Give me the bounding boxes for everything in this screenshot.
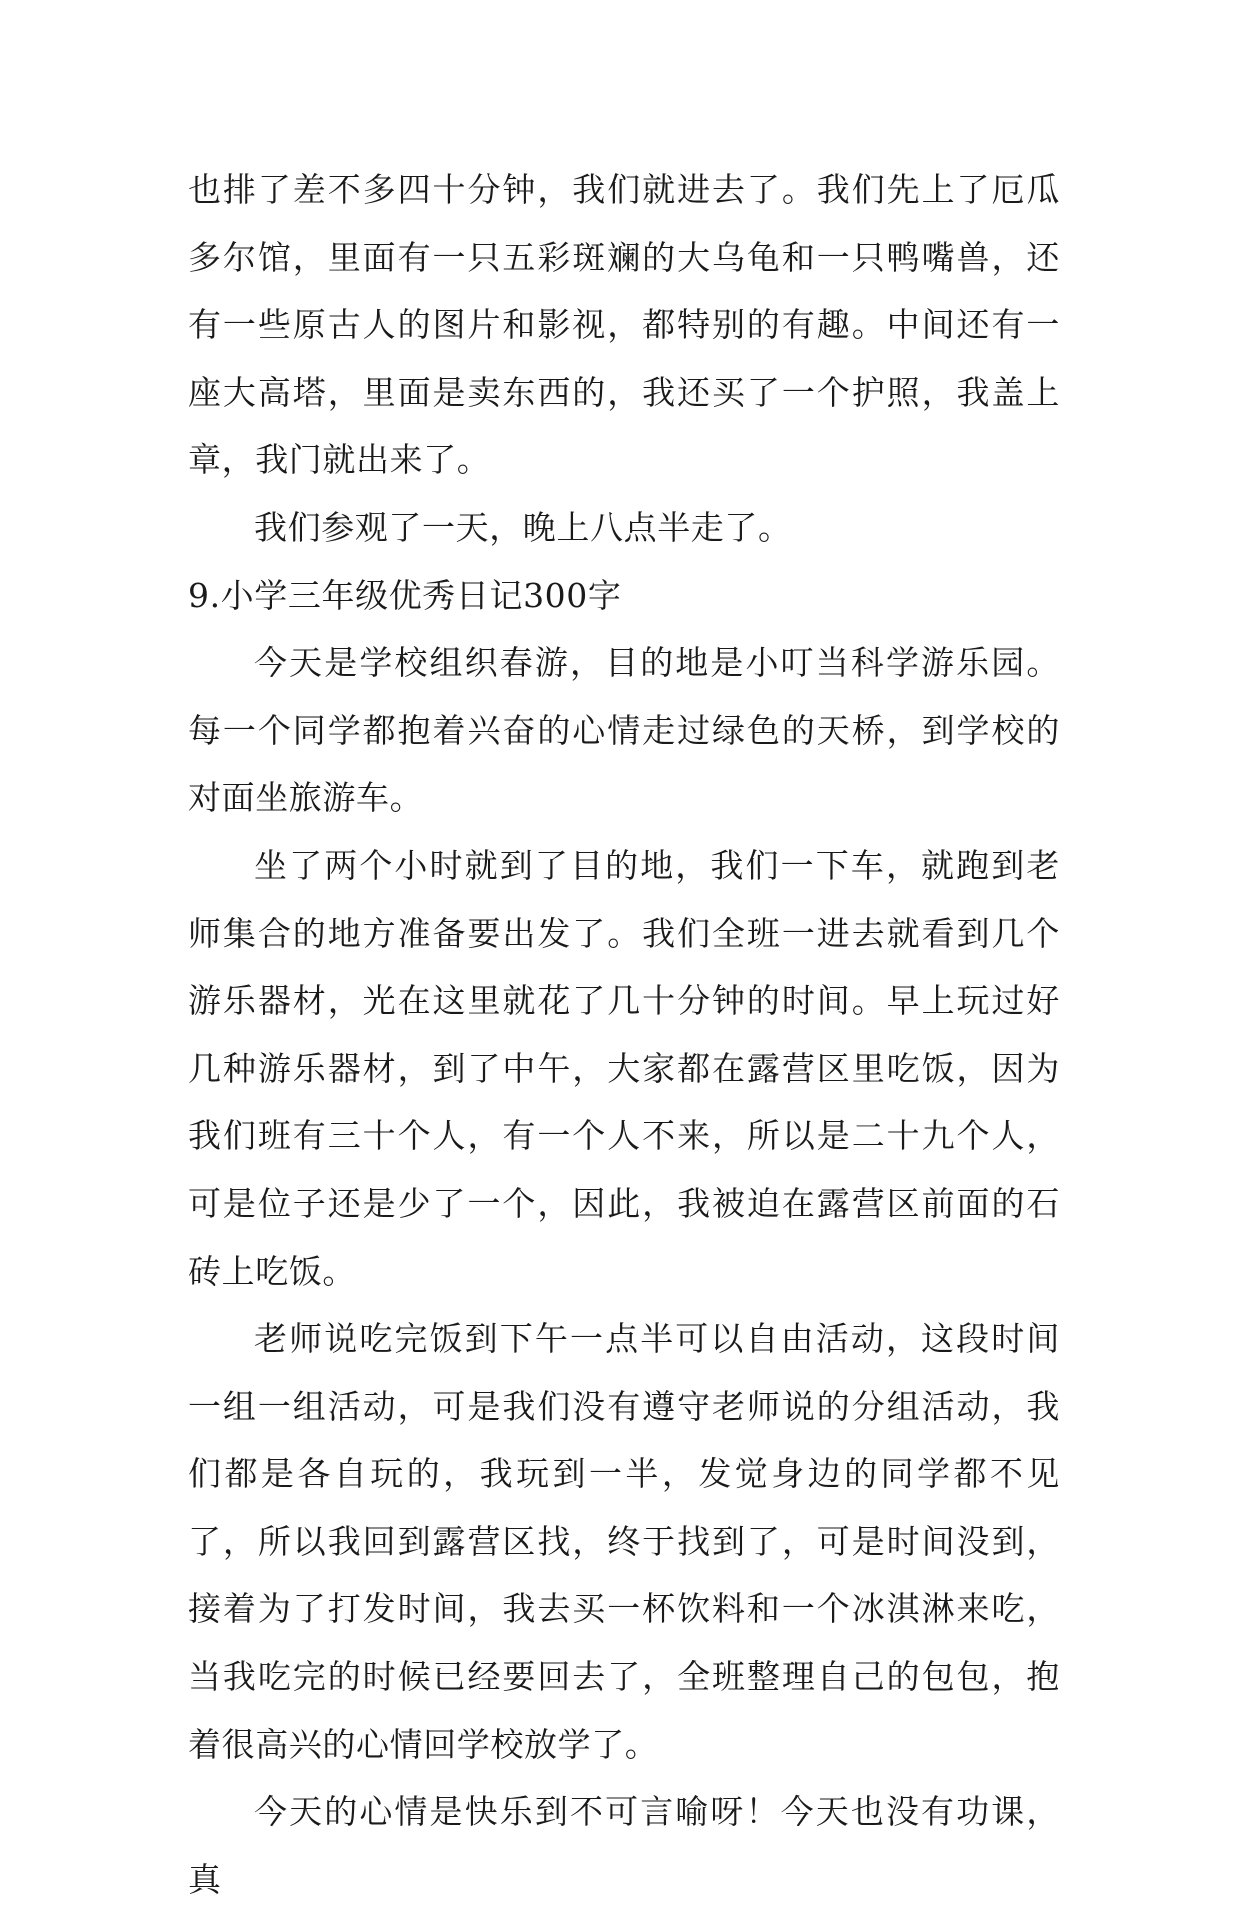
paragraph-continuation: 也排了差不多四十分钟，我们就进去了。我们先上了厄瓜多尔馆，里面有一只五彩斑斓的大乌龟和一只鸭嘴兽，还有一些原古人的图片和影视，都特别的有趣。中间还有一座大高塔，里面是卖东西的，我还买了一个护照，我盖上章，我门就出来了。	[188, 170, 1060, 480]
paragraph: 今天的心情是快乐到不可言喻呀！今天也没有功课，真	[188, 1792, 1060, 1899]
paragraph: 老师说吃完饭到下午一点半可以自由活动，这段时间一组一组活动，可是我们没有遵守老师说的分组活动，我们都是各自玩的，我玩到一半，发觉身边的同学都不见了，所以我回到露营区找，终于找到了，可是时间没到，接着为了打发时间，我去买一杯饮料和一个冰淇淋来吃，当我吃完的时候已经要回去了，全班整理自己的包包，抱着很高兴的心情回学校放学了。	[188, 1319, 1060, 1764]
paragraph: 我们参观了一天，晚上八点半走了。	[254, 507, 792, 547]
section-heading: 9.小学三年级优秀日记300字	[188, 575, 622, 615]
paragraph: 今天是学校组织春游，目的地是小叮当科学游乐园。每一个同学都抱着兴奋的心情走过绿色的天桥，到学校的对面坐旅游车。	[188, 643, 1060, 818]
paragraph: 坐了两个小时就到了目的地，我们一下车，就跑到老师集合的地方准备要出发了。我们全班一进去就看到几个游乐器材，光在这里就花了几十分钟的时间。早上玩过好几种游乐器材，到了中午，大家都在露营区里吃饭，因为我们班有三十个人，有一个人不来，所以是二十九个人，可是位子还是少了一个，因此，我被迫在露营区前面的石砖上吃饭。	[188, 845, 1060, 1291]
document-body	[188, 156, 1060, 1913]
